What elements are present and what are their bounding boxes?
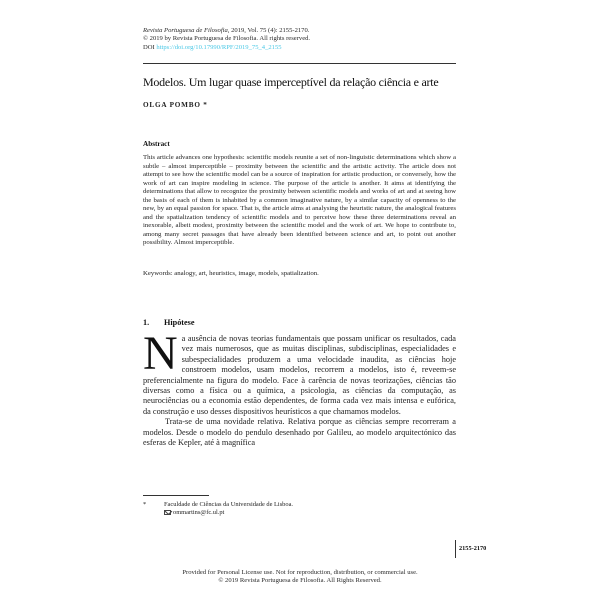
header-divider (143, 63, 456, 64)
paragraph (143, 327, 456, 417)
section-heading (143, 318, 194, 327)
footnote-affiliation: Faculdade de Ciências da Universidade de Lisboa. (164, 501, 294, 508)
drop-cap: N (143, 327, 178, 380)
author-email[interactable]: ommartins@fc.ul.pt (173, 509, 225, 517)
keywords: Keywords: analogy, art, heuristics, image, models, spatialization. (143, 270, 319, 277)
journal-name: Revista Portuguesa de Filosofia (143, 27, 228, 34)
paragraph: Trata-se de uma novidade relativa. Relativa porque as ciências sempre recorreram a modelos. Desde o modelo do pendulo desenhado por Galileu, ao modelo arquitectónico das esferas de Kepler, até à magnífica (143, 417, 456, 448)
citation-line (143, 27, 310, 35)
paragraph-text: a ausência de novas teorias fundamentais que possam unificar os resultados, cada vez mais numerosos, que as muitas disciplinas, subdisciplinas, especialidades e subespecialidades produzem a uma velocidade inaudita, as ciências hoje constroem modelos, usam modelos, recorrem a modelos, isto é, reveem-se preferencialmente na figura do modelo. Face à carência de novas teorizações, ciências tão diversas como a física ou a química, a psicologia, as ciências da computação, as neurociências ou a economia estão dependentes, de forma cada vez mais intensa e eufórica, da construção e uso desses dispositivos heurísticos a que chamamos modelos. (143, 334, 456, 416)
footnote-email-line (143, 509, 293, 517)
abstract-text: This article advances one hypothesis: scientific models reunite a set of non-linguistic determinations which show a subtle – almost imperceptible – proximity between the scientific and the artistic activity. The article does not attempt to see how the scientific model can be a source of inspiration for artistic production, or conversely, how the work of art can inspire modeling in science. The purpose of the article is another. It aims at identifying the determinations that allow to recognize the proximity between scientific models and works of art and at seeing how the basis of each of them is inhabited by a common imaginative nature, by a similar capacity of openness to the new, by an equal passion for space. That is, the article aims at analysing the heuristic nature, the analogical features and the spatialization tendency of scientific models and to perceive how these three determinations reveal an inexorable, albeit modest, proximity between the scientific model and the work of art. We hope to contribute to, among many secret passages that have already been identified between science and art, to point out another possibility. Almost imperceptible. (143, 154, 456, 247)
section-title: Hipótese (164, 318, 195, 327)
footnote (143, 501, 293, 518)
footnote-affiliation-line (143, 501, 293, 509)
license-notice (130, 569, 470, 586)
page-range-bar (455, 540, 456, 558)
doi-line (143, 44, 310, 52)
article-title: Modelos. Um lugar quase imperceptível da relação ciência e arte (143, 75, 439, 89)
body-text (143, 327, 456, 448)
journal-header (143, 27, 310, 52)
footnote-divider (143, 495, 209, 496)
article-author: OLGA POMBO * (143, 101, 208, 109)
doi-link[interactable]: https://doi.org/10.17990/RPF/2019_75_4_2155 (156, 43, 282, 51)
footnote-mark: * (143, 501, 147, 508)
abstract-heading: Abstract (143, 140, 170, 148)
citation: , 2019, Vol. 75 (4): 2155-2170. (227, 27, 310, 34)
envelope-icon (164, 510, 171, 515)
license-line-1: Provided for Personal License use. Not for reproduction, distribution, or commercial use. (182, 569, 418, 576)
doi-label: DOI (143, 43, 155, 51)
section-number: 1. (143, 318, 150, 327)
copyright-line: © 2019 by Revista Portuguesa de Filosofia. All rights reserved. (143, 35, 311, 43)
license-line-2: © 2019 Revista Portuguesa de Filosofia. All Rights Reserved. (218, 577, 382, 585)
page-range: 2155-2170 (459, 545, 487, 552)
